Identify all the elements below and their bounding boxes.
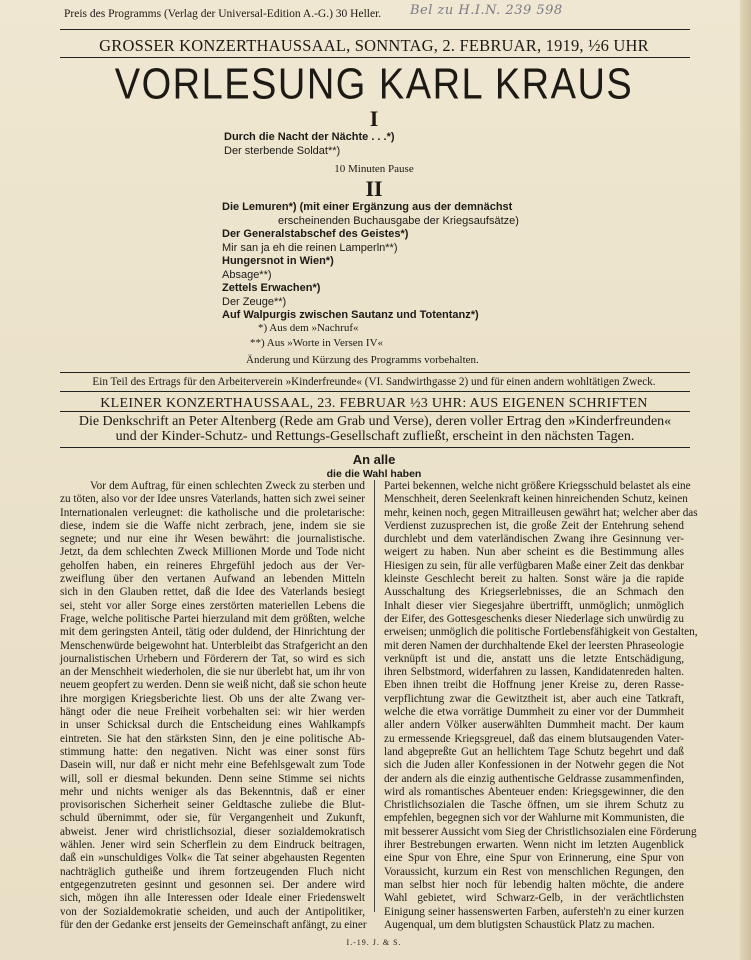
article-line: in unser Schicksal durch die Entscheidung eines Wahlkampfs [60, 719, 365, 732]
rule-article-top [60, 447, 690, 448]
article-line: Hiesigen zu sein, für alle verfügbaren Maße einer Zeit das denkbar [384, 559, 684, 572]
venue-line: GROSSER KONZERTHAUSSAAL, SONNTAG, 2. FEBRUAR, 1919, ½6 UHR [99, 36, 649, 55]
article-line: mit dem geringsten Anteil, tätig oder duldend, der Hinrichtung der [60, 626, 365, 639]
program-item: erscheinenden Buchausgabe der Kriegsaufsätze) [278, 214, 519, 227]
article-line: daß ein »unschuldiges Volk« die Tat seiner abgehausten Regenten [60, 852, 365, 865]
article-line: ihrer Bestrebungen erwarten. Wenn nicht im letzten Augenblick [384, 839, 684, 852]
article-left-column [60, 480, 368, 932]
proceeds-note: Ein Teil des Ertrags für den Arbeiterverein »Kinderfreunde« (VI. Sandwirthgasse 2) und für einen andern wohltätigen Zweck. [92, 376, 656, 388]
part-one-numeral: I [369, 106, 379, 131]
article-line: kleinste Geschlecht bereit zu halten. Sonst wäre ja die rapide [384, 573, 684, 586]
article-subtitle: die die Wahl haben [326, 468, 422, 480]
article-line: sei, steht vor aller Sorge eines zerstörten materiellen Lebens die [60, 599, 365, 612]
article-line: land abgepreßte Gut an hellichtem Tage Schutz begehrt und daß [384, 745, 684, 758]
part-two-numeral: II [365, 176, 383, 201]
article-title: An alle [352, 452, 396, 467]
article-line: an der Menschheit wiederholen, die sie nur überlebt hat, um ihr von [60, 666, 365, 679]
article-line: ihren Selbstmord, widerfahren zu lassen, Kandidatenreden halten. [384, 666, 684, 679]
article-line: ihre morgigen Kriegsberichte liest. Ob uns der alte Zwang ver- [60, 692, 365, 705]
footnote-worte: **) Aus »Worte in Versen IV« [250, 337, 384, 349]
page-title: VORLESUNG KARL KRAUS [114, 60, 634, 110]
article-line: schuld übernimmt, oder sie, für Vergangenheit und Zukunft, [60, 812, 365, 825]
article-line: diese, indem sie die Waffe nicht zerbrach, jene, indem sie sie [60, 519, 365, 532]
program-item: Die Lemuren*) (mit einer Ergänzung aus der demnächst [222, 201, 513, 213]
article-line: Wahl gebietet, wird Schwarz-Gelb, in der verächtlichsten [384, 892, 684, 905]
article-line: Jetzt, da dem schlechten Zweck Millionen Morde und Tode nicht [60, 546, 365, 559]
article-line: abweist. Jener wird christlichsozial, dieser sozialdemokratisch [60, 825, 365, 838]
article-line: Internationalen verleugnet: die katholische und die proletarische: [60, 506, 365, 519]
article-line: sich in den Glauben rettet, daß die Idee des Vaterlands besiegt [60, 586, 365, 599]
article-line: Inhalt dieser vier Siegesjahre übertrifft, unmöglich; unmöglich [384, 599, 684, 612]
article-line: provisorischen Sicherheit seiner Geldtasche zuliebe die Blut- [60, 799, 365, 812]
article-line: Einigung seiner hassenswerten Farben, aufersteh'n zu einer kurzen [384, 905, 684, 918]
article-line: sich, mögen ihn alle Interessen oder Ideale einer Friedenswelt [60, 892, 365, 905]
article-line: aller andern Völker auserwählten Dummheit macht. Der kaum [384, 719, 684, 732]
program-item: Der Zeuge**) [222, 295, 287, 308]
article-right-column [384, 480, 698, 932]
article-line: wählen. Jener wird sein Scherflein zu dem Eindruck beitragen, [60, 839, 365, 852]
article-line: von der Sozialdemokratie scheiden, und auch der Antipolitiker, [60, 905, 365, 918]
article-line: neuem geopfert zu werden. Denn sie weiß nicht, daß sie schon heute [60, 679, 367, 692]
denkschrift-line: und der Kinder-Schutz- und Rettungs-Gesellschaft zufließt, erscheint in den nächsten Tagen. [115, 429, 635, 444]
article-line: Voraussicht, kurzum ein Rest von menschlichen Regungen, den [384, 865, 684, 878]
article-line: Eben ihnen treibt die Hoffnung jener Kreise zu, deren Rasse- [384, 679, 684, 692]
article-line: eintreten. Sie hat den stärksten Sinn, den je eine politische Ab- [60, 732, 365, 745]
article-line: zweiflung über den vertanen Aufwand an lebenden Mitteln [60, 573, 365, 586]
program-item: Absage**) [222, 268, 272, 281]
article-line: Ausschaltung des Kriegserlebnisses, die an Schmach den [384, 586, 684, 599]
article-line: mit deren Namen der durchhaltende Ekel der leersten Phraseologie [384, 639, 684, 652]
footnote-nachruf: *) Aus dem »Nachruf« [258, 322, 359, 334]
article-line: Vor dem Auftrag, für einen schlechten Zweck zu sterben und [90, 480, 365, 492]
article-line: entgegenzutreten gesinnt und gesonnen sei. Der andere wird [60, 878, 365, 891]
article-line: mehr, keinen noch, gegen Mitrailleusen gewährt hat; welcher aber das [384, 506, 698, 519]
part-one-list [224, 131, 395, 158]
article-line: stimmung hatte: den negativen. Nicht was einer sonst fürs [60, 745, 365, 758]
denkschrift-line: Die Denkschrift an Peter Altenberg (Rede am Grab und Verse), deren voller Ertrag den »Kinderfreunden« [78, 414, 672, 429]
article-line: der Eifer, des Gottesgeschenks dieser Niederlage sich unwürdig zu [384, 612, 684, 625]
rule-proceeds-top [60, 372, 690, 373]
article-line: geholfen haben, ein reineres Ehrgefühl jedoch aus der Ver- [60, 559, 365, 572]
article-line: journalistischen Urhebern und Förderern der Tat, so wird es sich [60, 652, 365, 665]
program-item: Durch die Nacht der Nächte . . .*) [224, 131, 395, 143]
program-item: Der sterbende Soldat**) [224, 144, 341, 157]
article-line: mehr und nichts weniger als das Bekenntnis, daß er einer [60, 785, 365, 798]
program-item: Auf Walpurgis zwischen Sautanz und Totentanz*) [222, 309, 479, 321]
article-line: welche die etwa vorrätige Dummheit zu einer vor der Dummheit [384, 706, 684, 719]
article-line: erweisen; unmöglich die politische Fortlebensfähigkeit von Gestalten, [384, 626, 698, 639]
program-item: Der Generalstabschef des Geistes*) [222, 228, 409, 240]
article-line: will, soll er diesmal bekunden. Denn seine Stimme sei nichts [60, 772, 365, 785]
second-event-line: KLEINER KONZERTHAUSSAAL, 23. FEBRUAR ½3 UHR: AUS EIGENEN SCHRIFTEN [100, 396, 648, 411]
article-line: Menschenwürde beigewohnt hat. Unterbleibt das Strafgericht an den [60, 639, 368, 652]
article-line: Christlichsozialen die Tasche öffnen, um sie ihrem Schutz zu [384, 799, 684, 812]
article-line: Dasein will, nur daß er nicht mehr eine Befehlsgewalt zum Tode [60, 759, 365, 772]
article-line: mit besserer Aussicht vom Sieg der Christlichsozialen eine Förderung [384, 825, 697, 838]
rule-proceeds-bottom [60, 391, 690, 392]
rule-second-event [60, 411, 690, 412]
article-line: sich die Juden aller Konfessionen in der Notwehr gegen die Not [384, 759, 684, 772]
article-line: empfehlen, begegnen sich vor der Wahlurne mit Kommunisten, die [384, 812, 685, 825]
article-line: man selbst hier noch für lebendig halten möchte, die andere [384, 878, 684, 891]
article-line: hängt oder die neue Freiheit vorbehalten sei: wir hier werden [60, 706, 365, 719]
article-line: nachträglich gutheiße und ihrem fortzeugenden Fluch nicht [60, 865, 365, 878]
denkschrift-notice [60, 414, 690, 444]
article-line: für den der Gedanke erst jenseits der Gemeinschaft anfängt, zu einer [60, 918, 367, 931]
article-line: durchlebt und dem vaterländischen Zwang ihre Gesinnung ver- [384, 533, 684, 546]
intermission-note: 10 Minuten Pause [334, 163, 414, 175]
article-line: Partei bekennen, welche nicht größere Kriegsschuld belastet als eine [384, 480, 691, 492]
article-line: verpflichtung zwar die Gewitztheit ist, aber auch eine Tatkraft, [384, 692, 684, 705]
article-line: zu ermessende Kriegsgreuel, daß das einem blutsaugenden Vater- [384, 732, 684, 745]
article-line: verknüpft ist und die, anstatt uns die letzte Entschädigung, [384, 652, 684, 665]
article-line: Frage, welche politische Partei hierzuland mit dem größten, welche [60, 612, 365, 625]
program-item: Zettels Erwachen*) [222, 282, 321, 294]
pencil-annotation: Bel zu H.I.N. 239 598 [410, 3, 563, 18]
article-line: Verdienst zuzusprechen ist, die große Zeit der Entehrung sehend [384, 519, 684, 532]
article-line: Augenqual, um dem blutigsten Schaustück Platz zu machen. [384, 918, 655, 931]
article-line: eine Spur von Ehre, eine Spur von Erinnerung, eine Spur von [384, 852, 684, 865]
article-line: wird als romantisches Abenteuer enden: Kriegsgewinner, die den [384, 785, 684, 798]
program-item: Hungersnot in Wien*) [222, 255, 334, 267]
part-two-list [222, 201, 519, 323]
printer-mark: I.-19. J. & S. [346, 938, 402, 947]
rule-top [60, 29, 690, 30]
paper-edge [740, 0, 751, 960]
change-reservation: Änderung und Kürzung des Programms vorbehalten. [246, 354, 479, 366]
article-line: der andern als die einzig authentische Geldrasse zusammenfinden, [384, 772, 684, 785]
article-line: zu töten, also vor der Idee unsres Vaterlands, hatten sich zwei seiner [60, 493, 365, 506]
price-note: Preis des Programms (Verlag der Universal-Edition A.-G.) 30 Heller. [64, 8, 382, 20]
program-item: Mir san ja eh die reinen Lamperln**) [222, 241, 398, 254]
rule-under-venue [60, 57, 690, 58]
column-divider [374, 480, 375, 912]
article-line: Menschheit, deren Seelenkraft keinen hinreichenden Schutz, keinen [384, 493, 688, 506]
article-line: weigert zu haben. Nun aber scheint es die Bestimmung alles [384, 546, 684, 559]
article-line: segnete; und nur eine ihr Wesen bewährt: die journalistische. [60, 533, 365, 546]
